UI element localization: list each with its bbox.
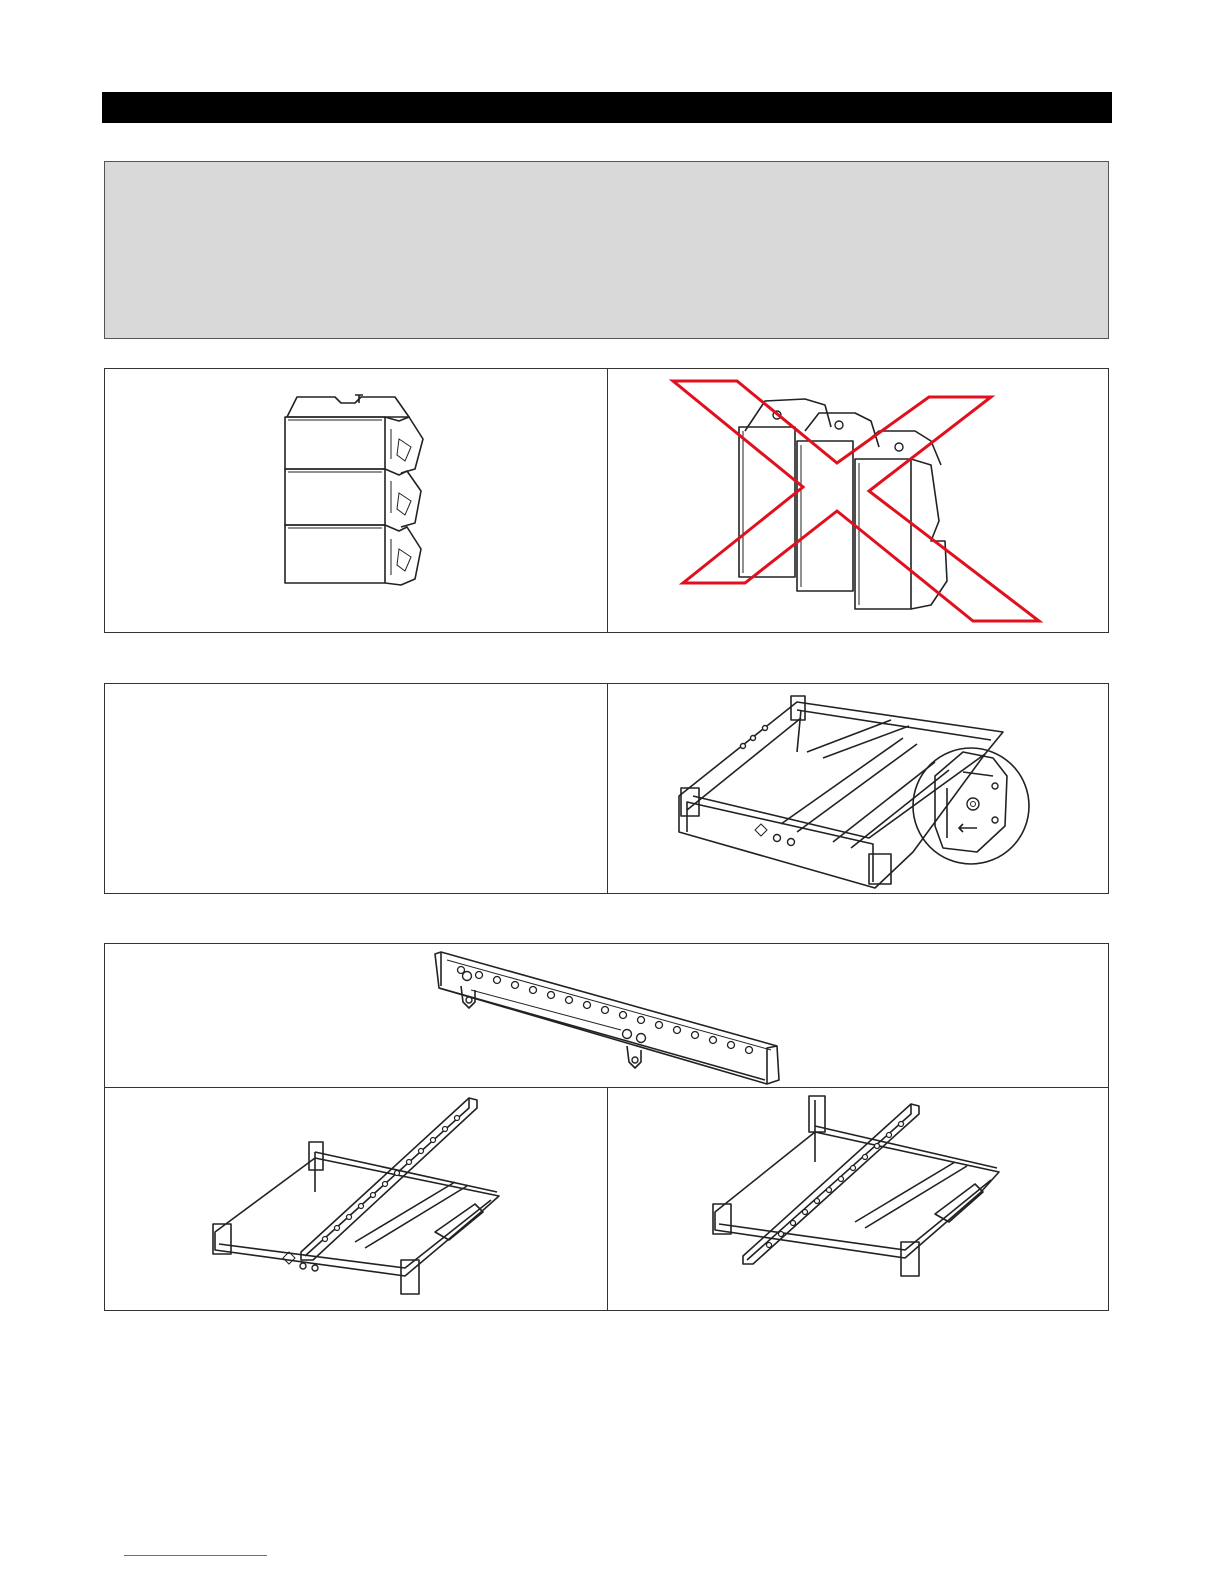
- frame-detail-figure: [673, 692, 1033, 888]
- frame-bar-a-figure: [205, 1092, 511, 1302]
- panel-divider: [607, 1087, 608, 1310]
- fly-bar-panel: [104, 943, 1109, 1311]
- stack-orientation-panel: [104, 368, 1109, 633]
- incorrect-cross-mark: [679, 379, 1049, 624]
- frame-bar-b-figure: [705, 1092, 1011, 1302]
- panel-divider: [607, 684, 608, 893]
- fly-bar-figure: [431, 950, 783, 1084]
- footer-rule: [124, 1555, 267, 1556]
- frame-lock-panel: [104, 683, 1109, 894]
- warning-note-box: [104, 161, 1109, 339]
- panel-divider: [607, 369, 608, 632]
- section-header-bar: [102, 92, 1112, 123]
- correct-stack-figure: [275, 389, 475, 609]
